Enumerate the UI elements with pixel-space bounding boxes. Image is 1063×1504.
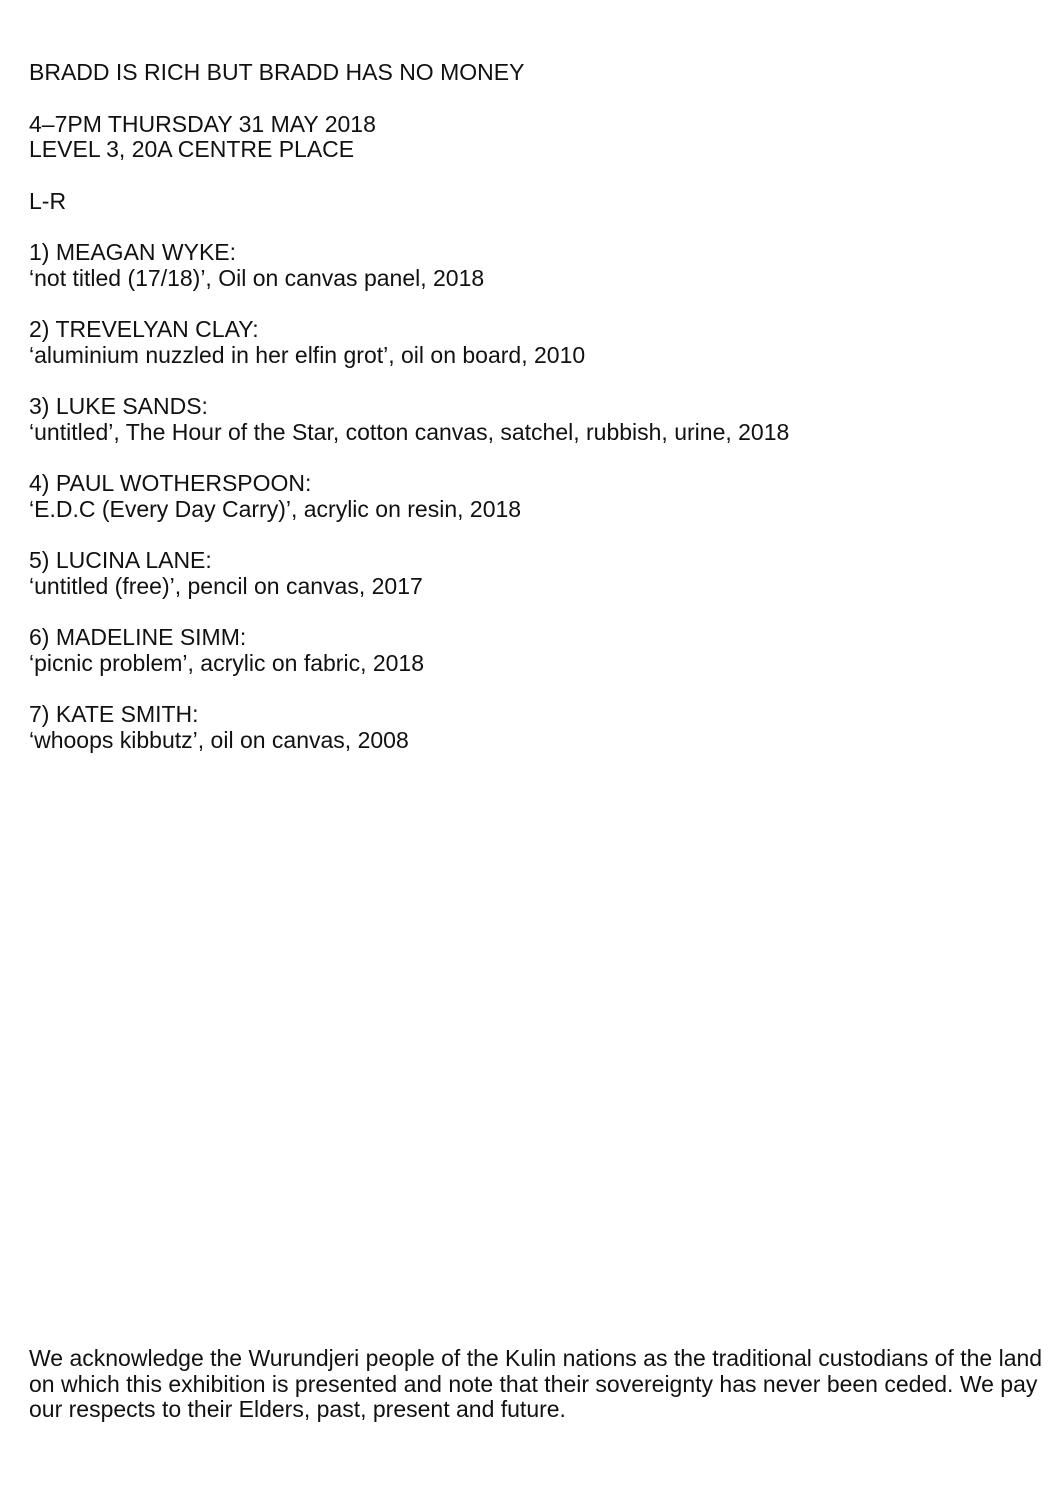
work-heading [29,240,1039,266]
acknowledgement-of-country: We acknowledge the Wurundjeri people of the Kulin nations as the traditional custodians of the land on which this exhibition is presented and note that their sovereignty has never been ceded. We pay our respects to their Elders, past, present and future. [29,1345,1043,1422]
work-heading [29,548,1039,574]
work-item [29,702,1039,753]
room-sheet [29,60,1039,779]
work-details: ‘picnic problem’, acrylic on fabric, 2018 [29,649,425,676]
exhibition-title-block [29,60,1039,86]
work-item [29,471,1039,522]
work-details: ‘not titled (17/18)’, Oil on canvas panel, 2018 [29,264,485,291]
work-heading [29,702,1039,728]
artist-name: LUCINA LANE: [55,547,212,573]
artist-name: TREVELYAN CLAY: [55,316,259,342]
artist-name: PAUL WOTHERSPOON: [55,470,312,496]
work-number: 4) [29,470,50,496]
artist-name: MEAGAN WYKE: [55,239,237,265]
work-number: 6) [29,624,50,650]
artist-name: MADELINE SIMM: [55,624,247,650]
work-details: ‘aluminium nuzzled in her elfin grot’, oil on board, 2010 [29,341,586,368]
hang-order: L-R [29,187,67,214]
work-heading [29,394,1039,420]
work-item [29,317,1039,368]
work-details: ‘whoops kibbutz’, oil on canvas, 2008 [29,726,409,753]
work-number: 7) [29,701,50,727]
work-item [29,394,1039,445]
work-number: 2) [29,316,50,342]
work-details: ‘E.D.C (Every Day Carry)’, acrylic on resin, 2018 [29,495,522,522]
work-item [29,548,1039,599]
work-heading [29,471,1039,497]
works-list [29,240,1039,753]
work-heading [29,317,1039,343]
artist-name: LUKE SANDS: [55,393,208,419]
work-number: 5) [29,547,50,573]
work-details: ‘untitled’, The Hour of the Star, cotton canvas, satchel, rubbish, urine, 2018 [29,418,790,445]
work-item [29,625,1039,676]
work-number: 3) [29,393,50,419]
work-item [29,240,1039,291]
event-time: 4–7PM THURSDAY 31 MAY 2018 [29,110,376,137]
hang-order-block [29,189,1039,215]
work-details: ‘untitled (free)’, pencil on canvas, 2017 [29,572,423,599]
event-info-block [29,112,1039,163]
exhibition-title: BRADD IS RICH BUT BRADD HAS NO MONEY [29,59,525,85]
event-location: LEVEL 3, 20A CENTRE PLACE [29,136,355,162]
artist-name: KATE SMITH: [55,701,199,727]
work-number: 1) [29,239,50,265]
work-heading [29,625,1039,651]
